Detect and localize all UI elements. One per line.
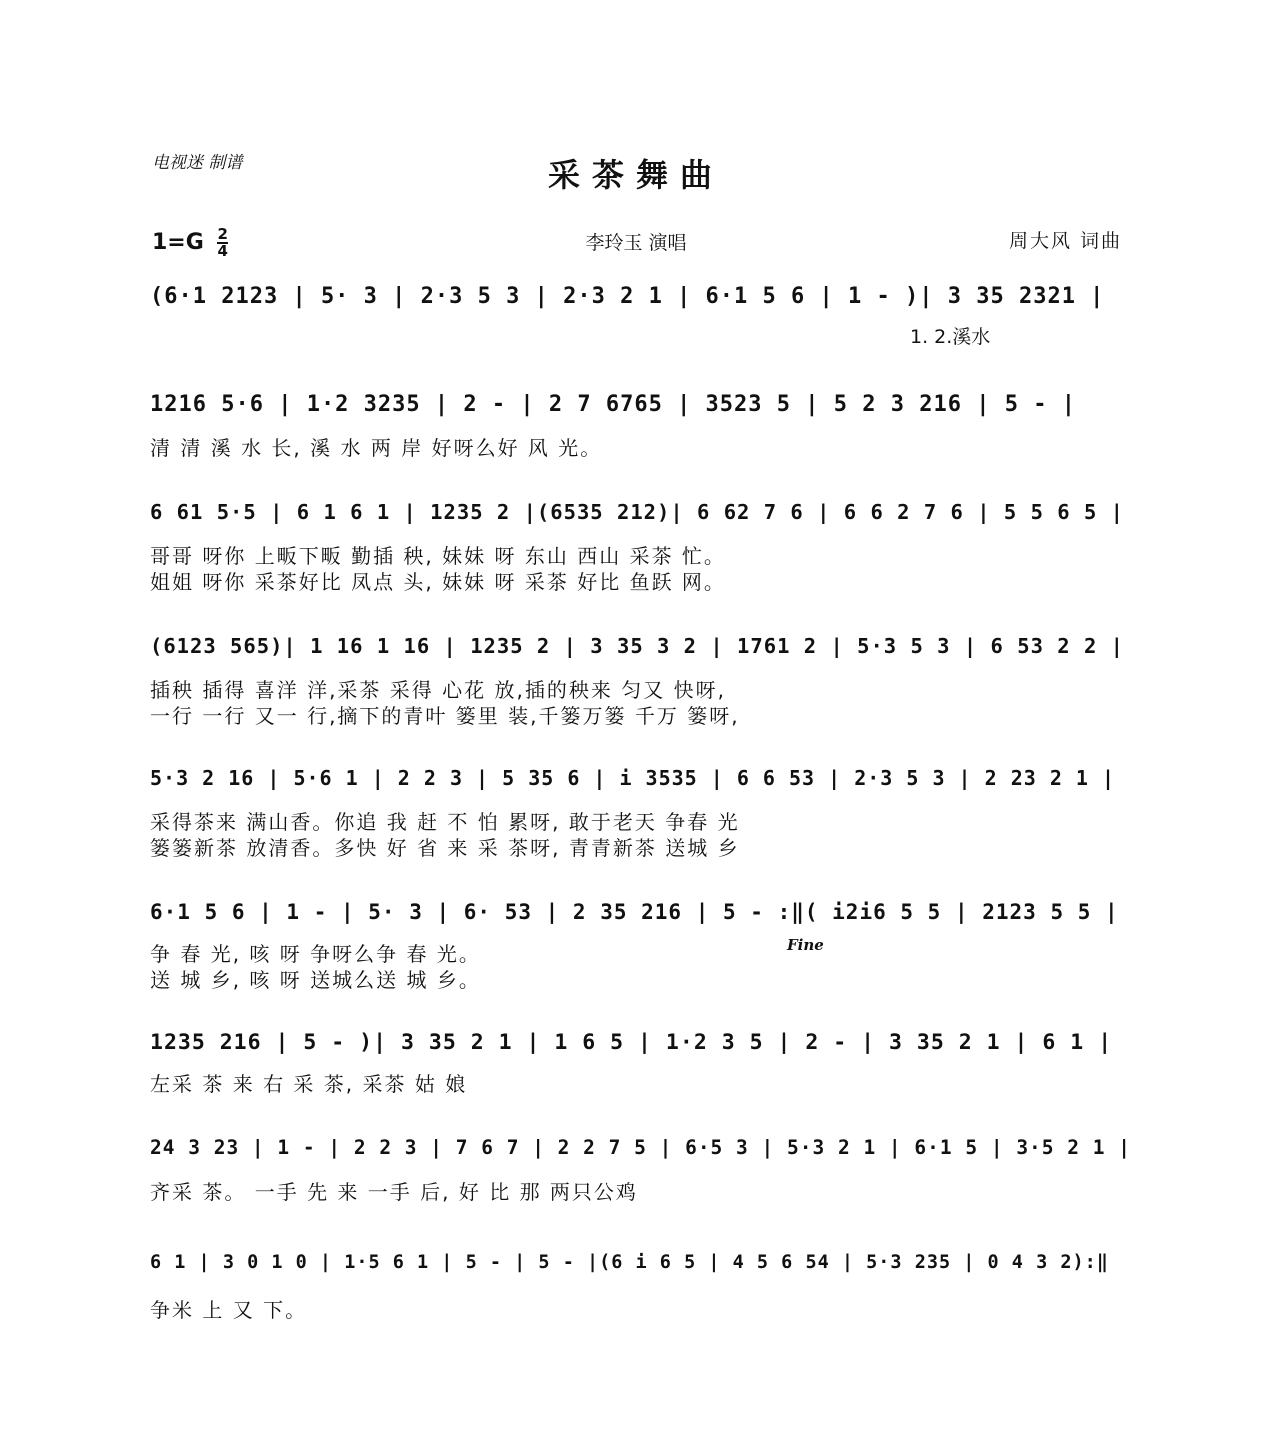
notation-row-8: 24 3 23 | 1 - | 2 2 3 | 7 6 7 | 2 2 7 5 | 6·5 3 | 5·3 2 1 | 6·1 5 | 3·5 2 1 | (150, 1136, 1131, 1159)
lyric-row-4-verse-2: 一行 一行 又一 行,摘下的青叶 篓里 装,千篓万篓 千万 篓呀, (150, 704, 740, 728)
lyric-row-7-verse-1: 左采 茶 来 右 采 茶, 采茶 姑 娘 (150, 1072, 468, 1096)
lyric-row-5-verse-1: 采得茶来 满山香。你追 我 赶 不 怕 累呀, 敢于老天 争春 光 (150, 810, 740, 834)
lyric-row-6-verse-2: 送 城 乡, 咳 呀 送城么送 城 乡。 (150, 968, 481, 992)
notation-row-2: 1216 5·6 | 1·2 3235 | 2 - | 2 7 6765 | 3523 5 | 5 2 3 216 | 5 - | (150, 392, 1076, 417)
lyric-row-5-verse-2: 篓篓新茶 放清香。多快 好 省 来 采 茶呀, 青青新茶 送城 乡 (150, 836, 740, 860)
notation-row-1: (6·1 2123 | 5· 3 | 2·3 5 3 | 2·3 2 1 | 6·1 5 6 | 1 - )| 3 35 2321 | (150, 284, 1105, 309)
fine-mark: Fine (787, 936, 824, 954)
score-maker: 电视迷 制谱 (152, 153, 243, 173)
song-title: 采茶舞曲 (547, 156, 724, 194)
lyric-row-2-verse-1: 清 清 溪 水 长, 溪 水 两 岸 好呀么好 风 光。 (150, 436, 603, 460)
notation-row-5: 5·3 2 16 | 5·6 1 | 2 2 3 | 5 35 6 | i 3535 | 6 6 53 | 2·3 5 3 | 2 23 2 1 | (150, 766, 1116, 790)
lyric-row-3-verse-1: 哥哥 呀你 上畈下畈 勤插 秧, 妹妹 呀 东山 西山 采茶 忙。 (150, 544, 726, 568)
time-top: 2 (217, 225, 228, 243)
lyric-row-3-verse-2: 姐姐 呀你 采茶好比 凤点 头, 妹妹 呀 采茶 好比 鱼跃 网。 (150, 570, 726, 594)
time-bottom: 4 (217, 242, 228, 260)
key-label: 1=G (152, 230, 204, 255)
notation-row-6: 6·1 5 6 | 1 - | 5· 3 | 6· 53 | 2 35 216 | 5 - :‖( i2i6 5 5 | 2123 5 5 | (150, 900, 1119, 924)
lyric-row-4-verse-1: 插秧 插得 喜洋 洋,采茶 采得 心花 放,插的秧来 匀又 快呀, (150, 678, 726, 702)
lyric-row-8-verse-1: 齐采 茶。 一手 先 来 一手 后, 好 比 那 两只公鸡 (150, 1180, 638, 1204)
lyric-row-9-verse-1: 争米 上 又 下。 (150, 1298, 308, 1322)
notation-row-9: 6 1 | 3 0 1 0 | 1·5 6 1 | 5 - | 5 - |(6 i 6 5 | 4 5 6 54 | 5·3 235 | 0 4 3 2):‖ (150, 1252, 1109, 1273)
notation-row-4: (6123 565)| 1 16 1 16 | 1235 2 | 3 35 3 2 | 1761 2 | 5·3 5 3 | 6 53 2 2 | (150, 634, 1124, 658)
repeat-ending-mark: 1. 2.溪水 (910, 326, 991, 348)
lyric-row-6-verse-1: 争 春 光, 咳 呀 争呀么争 春 光。 (150, 942, 481, 966)
composer-credit: 周大风 词曲 (1008, 230, 1122, 252)
notation-row-7: 1235 216 | 5 - )| 3 35 2 1 | 1 6 5 | 1·2 3 5 | 2 - | 3 35 2 1 | 6 1 | (150, 1030, 1113, 1055)
notation-row-3: 6 61 5·5 | 6 1 6 1 | 1235 2 |(6535 212)| 6 62 7 6 | 6 6 2 7 6 | 5 5 6 5 | (150, 500, 1124, 524)
singer-credit: 李玲玉 演唱 (585, 232, 687, 254)
